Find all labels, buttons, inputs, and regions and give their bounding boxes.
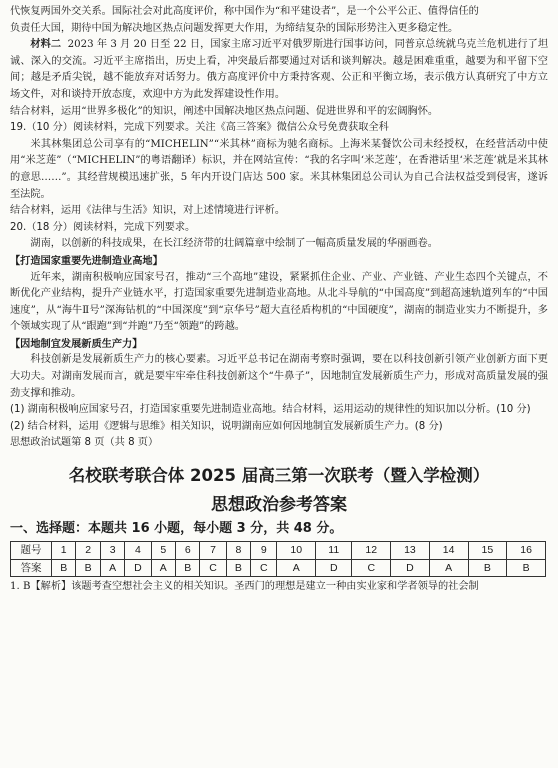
table-cell: B <box>507 559 546 577</box>
table-cell: 8 <box>226 542 250 560</box>
table-cell: 16 <box>507 542 546 560</box>
question-19-task: 结合材料，运用《法律与生活》知识，对上述情境进行评析。 <box>10 205 286 217</box>
table-cell: 7 <box>200 542 226 560</box>
question-20-intro: 湖南，以创新的科技成果，在长江经济带的壮阔篇章中绘制了一幅高质量发展的华丽画卷。 <box>30 238 438 250</box>
table-cell: 10 <box>277 542 316 560</box>
table-cell: 9 <box>251 542 277 560</box>
table-cell: B <box>176 559 200 577</box>
text-line: 代恢复两国外交关系。国际社会对此高度评价，称中国作为“和平建设者”，是一个公平公正、值得信任的 <box>10 6 479 17</box>
table-cell: D <box>316 559 352 577</box>
table-cell: 5 <box>151 542 175 560</box>
table-cell: 1 <box>52 542 76 560</box>
question-18-task: 结合材料，运用“世界多极化”的知识，阐述中国解决地区热点问题、促进世界和平的宏阔胸怀。 <box>10 105 439 117</box>
table-cell: B <box>468 559 507 577</box>
table-row-label: 题号 <box>11 542 52 560</box>
question-20-header: 20.（18 分）阅读材料，完成下列要求。 <box>10 221 196 233</box>
table-cell: 12 <box>352 542 391 560</box>
table-cell: A <box>151 559 175 577</box>
page-footer: 思想政治试题第 8 页（共 8 页） <box>10 437 159 449</box>
table-row-numbers <box>11 542 546 560</box>
section-title-manufacturing: 【打造国家重要先进制造业高地】 <box>10 254 163 267</box>
question-19-material: 米其林集团总公司享有的“MICHELIN”“米其林”商标为驰名商标。上海米某餐饮公司未经授权，在经营活动中使用“米芝莲”（“MICHELIN”的粤语翻译）标识，并在网站宣传：“我的名字叫‘米芝莲’，在香港话里‘米芝莲’就是米其林的意思……”。其经营规模迅速扩张，5 年内开设门店达 500 家。米其林集团总公司认为自己合法权益受到侵害，遂诉至法院。 <box>10 138 548 200</box>
table-cell: B <box>226 559 250 577</box>
section-text-productivity: 科技创新是发展新质生产力的核心要素。习近平总书记在湖南考察时强调，要在以科技创新引领产业创新方面下更大功夫。对湖南发展而言，就是要牢牢牵住科技创新这个“牛鼻子”，因地制宜发展新质生产力，形成对高质量发展的强劲支撑和推动。 <box>10 354 548 399</box>
table-row-answers <box>11 559 546 577</box>
question-20-part-1: (1) 湖南积极响应国家号召，打造国家重要先进制造业高地。结合材料，运用运动的规律性的知识加以分析。(10 分) <box>10 404 531 416</box>
table-cell: 11 <box>316 542 352 560</box>
table-cell: A <box>100 559 124 577</box>
answer-title: 名校联考联合体 2025 届高三第一次联考（暨入学检测） <box>68 466 490 486</box>
question-20-part-2: (2) 结合材料，运用《逻辑与思维》相关知识，说明湖南应如何因地制宜发展新质生产力。(8 分) <box>10 420 443 432</box>
material-text: 2023 年 3 月 20 日至 22 日，国家主席习近平对俄罗斯进行国事访问，同普京总统就乌克兰危机进行了坦诚、深入的交流。习近平主席指出，历史上看，冲突最后都要通过对话和谈判解决。越是困难重重，越要为和平留下空间；越是矛盾尖锐，越不能放弃对话努力。俄方高度评价中方秉持客观、公正和平衡立场，表示俄方认真研究了中方立场文件，对和谈持开放态度，欢迎中方为此发挥建设性作用。 <box>10 39 549 100</box>
table-cell: B <box>76 559 100 577</box>
table-cell: A <box>429 559 468 577</box>
table-cell: C <box>352 559 391 577</box>
table-cell: 2 <box>76 542 100 560</box>
section-text-manufacturing: 近年来，湖南积极响应国家号召，推动“三个高地”建设，紧紧抓住企业、产业、产业链、产业生态四个关键点，不断优化产业结构，提升产业链水平，打造国家重要先进制造业高地。从北斗导航的“中国高度”到超高速轨道列车的“中国速度”，从“海牛Ⅱ号”深海钻机的“中国深度”到“京华号”超大直径盾构机的“中国硬度”，湖南的制造业实力不断提升，多个领域实现了从“跟跑”到“并跑”乃至“领跑”的跨越。 <box>10 271 548 333</box>
answer-subtitle: 思想政治参考答案 <box>211 495 347 516</box>
text-line: 负责任大国，期待中国为解决地区热点问题发挥更大作用，为缔结复杂的国际形势注入更多稳定性。 <box>10 22 459 34</box>
table-cell: 4 <box>125 542 151 560</box>
table-cell: 15 <box>468 542 507 560</box>
material-two <box>10 37 548 103</box>
section-heading: 一、选择题：本题共 16 小题，每小题 3 分，共 48 分。 <box>10 521 343 537</box>
question-19-header: 19.（10 分）阅读材料，完成下列要求。关注《高三答案》微信公众号免费获取全科 <box>10 122 389 134</box>
table-cell: C <box>251 559 277 577</box>
table-cell: 13 <box>391 542 430 560</box>
table-cell: D <box>391 559 430 577</box>
table-cell: 14 <box>429 542 468 560</box>
answer-table <box>10 541 546 577</box>
table-row-label: 答案 <box>11 559 52 577</box>
answer-explanation: 1. B【解析】该题考查空想社会主义的相关知识。圣西门的理想是建立一种由实业家和学者领导的社会制 <box>10 581 479 593</box>
section-title-productivity: 【因地制宜发展新质生产力】 <box>10 337 143 350</box>
table-cell: 3 <box>100 542 124 560</box>
table-cell: C <box>200 559 226 577</box>
table-cell: D <box>125 559 151 577</box>
table-cell: A <box>277 559 316 577</box>
table-cell: 6 <box>176 542 200 560</box>
material-label: 材料二 <box>30 39 62 51</box>
table-cell: B <box>52 559 76 577</box>
